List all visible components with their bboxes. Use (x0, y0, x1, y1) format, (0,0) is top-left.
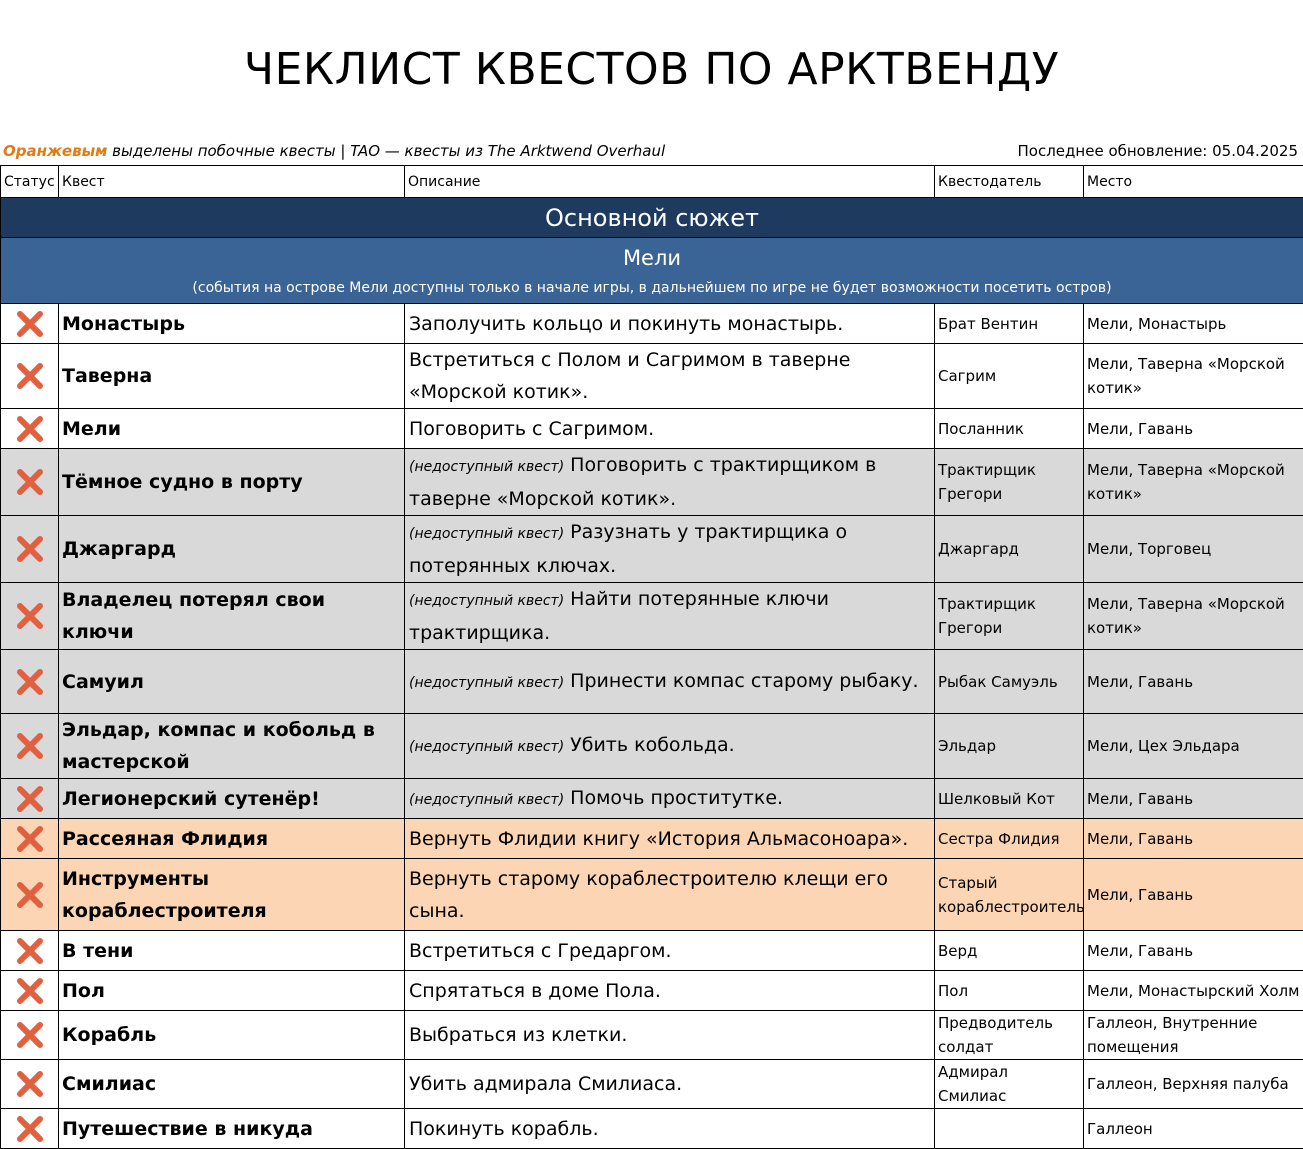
table-row (1, 859, 1303, 931)
description-text: Найти потерянные ключи трактирщика. (409, 588, 829, 644)
quest-place: Мели, Цех Эльдара (1084, 714, 1303, 779)
quest-description (405, 583, 935, 650)
subsection-cell (1, 238, 1303, 304)
quest-name: Тёмное судно в порту (59, 449, 405, 516)
section-header-row (1, 198, 1303, 238)
table-row (1, 449, 1303, 516)
quest-description (405, 1011, 935, 1060)
description-text: Принести компас старому рыбаку. (570, 670, 918, 692)
quest-name: Самуил (59, 650, 405, 714)
red-cross-icon (14, 975, 46, 1007)
quest-giver: Старый кораблестроитель (935, 859, 1084, 931)
red-cross-icon (14, 466, 46, 498)
quest-place: Мели, Торговец (1084, 516, 1303, 583)
col-header-place: Место (1084, 166, 1303, 198)
status-cell[interactable] (1, 409, 59, 449)
section-title: Основной сюжет (1, 198, 1303, 238)
col-header-status: Статус (1, 166, 59, 198)
quest-name: Корабль (59, 1011, 405, 1060)
quest-name: Монастырь (59, 304, 405, 344)
table-header-row (1, 166, 1303, 198)
legend-text: выделены побочные квесты | TAO — квесты из The Arktwend Overhaul (107, 142, 665, 160)
quest-giver: Трактирщик Грегори (935, 583, 1084, 650)
quest-name: Легионерский сутенёр! (59, 779, 405, 819)
red-cross-icon (14, 600, 46, 632)
quest-place: Мели, Таверна «Морской котик» (1084, 449, 1303, 516)
col-header-description: Описание (405, 166, 935, 198)
status-cell[interactable] (1, 650, 59, 714)
subsection-header-row (1, 238, 1303, 304)
table-row (1, 344, 1303, 409)
description-text: Спрятаться в доме Пола. (409, 980, 661, 1002)
red-cross-icon (14, 413, 46, 445)
page-title: ЧЕКЛИСТ КВЕСТОВ ПО АРКТВЕНДУ (0, 44, 1303, 95)
quest-place: Мели, Монастырский Холм (1084, 971, 1303, 1011)
quest-place: Мели, Таверна «Морской котик» (1084, 583, 1303, 650)
quest-name: Мели (59, 409, 405, 449)
quest-description (405, 304, 935, 344)
quest-giver: Трактирщик Грегори (935, 449, 1084, 516)
table-row (1, 516, 1303, 583)
table-row (1, 931, 1303, 971)
unavailable-note: (недоступный квест) (409, 675, 564, 691)
legend-orange-word: Оранжевым (3, 142, 107, 160)
table-row (1, 714, 1303, 779)
quest-name: Джаргард (59, 516, 405, 583)
quest-place: Мели, Гавань (1084, 409, 1303, 449)
quest-giver: Сагрим (935, 344, 1084, 409)
quest-giver: Брат Вентин (935, 304, 1084, 344)
quest-name: Смилиас (59, 1060, 405, 1109)
table-row (1, 1060, 1303, 1109)
table-row (1, 1011, 1303, 1060)
table-row (1, 650, 1303, 714)
red-cross-icon (14, 1113, 46, 1145)
red-cross-icon (14, 823, 46, 855)
quest-name: Пол (59, 971, 405, 1011)
quest-description (405, 516, 935, 583)
description-text: Помочь проститутке. (570, 787, 783, 809)
description-text: Встретиться с Полом и Сагримом в таверне «Морской котик». (409, 349, 850, 403)
description-text: Убить адмирала Смилиаса. (409, 1073, 682, 1095)
quest-giver: Адмирал Смилиас (935, 1060, 1084, 1109)
quest-description (405, 931, 935, 971)
last-updated: Последнее обновление: 05.04.2025 (1018, 142, 1298, 160)
quest-giver: Посланник (935, 409, 1084, 449)
quest-table (0, 165, 1303, 1149)
status-cell[interactable] (1, 344, 59, 409)
quest-place: Галлеон, Внутренние помещения (1084, 1011, 1303, 1060)
status-cell[interactable] (1, 1109, 59, 1149)
description-text: Покинуть корабль. (409, 1118, 599, 1140)
quest-description (405, 819, 935, 859)
quest-place: Мели, Гавань (1084, 859, 1303, 931)
quest-place: Мели, Монастырь (1084, 304, 1303, 344)
subsection-title: Мели (1, 246, 1303, 270)
description-text: Встретиться с Гредаргом. (409, 940, 672, 962)
table-row (1, 819, 1303, 859)
table-row (1, 583, 1303, 650)
table-row (1, 304, 1303, 344)
red-cross-icon (14, 935, 46, 967)
unavailable-note: (недоступный квест) (409, 792, 564, 808)
quest-place: Галлеон (1084, 1109, 1303, 1149)
quest-description (405, 971, 935, 1011)
red-cross-icon (14, 533, 46, 565)
status-cell[interactable] (1, 583, 59, 650)
description-text: Вернуть старому кораблестроителю клещи его сына. (409, 868, 888, 922)
quest-name: Инструменты кораблестроителя (59, 859, 405, 931)
unavailable-note: (недоступный квест) (409, 526, 564, 542)
col-header-giver: Квестодатель (935, 166, 1084, 198)
col-header-quest: Квест (59, 166, 405, 198)
quest-giver: Джаргард (935, 516, 1084, 583)
quest-description (405, 779, 935, 819)
quest-description (405, 859, 935, 931)
description-text: Выбраться из клетки. (409, 1024, 627, 1046)
table-row (1, 971, 1303, 1011)
red-cross-icon (14, 360, 46, 392)
legend (3, 142, 665, 160)
description-text: Заполучить кольцо и покинуть монастырь. (409, 313, 843, 335)
quest-giver: Предводитель солдат (935, 1011, 1084, 1060)
status-cell[interactable] (1, 1011, 59, 1060)
quest-giver (935, 1109, 1084, 1149)
quest-name: Владелец потерял свои ключи (59, 583, 405, 650)
quest-giver: Рыбак Самуэль (935, 650, 1084, 714)
description-text: Разузнать у трактирщика о потерянных ключах. (409, 521, 847, 577)
red-cross-icon (14, 879, 46, 911)
table-row (1, 779, 1303, 819)
quest-place: Галлеон, Верхняя палуба (1084, 1060, 1303, 1109)
table-row (1, 1109, 1303, 1149)
description-text: Убить кобольда. (570, 734, 735, 756)
quest-place: Мели, Гавань (1084, 931, 1303, 971)
description-text: Поговорить с трактирщиком в таверне «Морской котик». (409, 454, 876, 510)
red-cross-icon (14, 783, 46, 815)
quest-giver: Шелковый Кот (935, 779, 1084, 819)
quest-name: Путешествие в никуда (59, 1109, 405, 1149)
status-cell[interactable] (1, 819, 59, 859)
description-text: Поговорить с Сагримом. (409, 418, 654, 440)
quest-place: Мели, Таверна «Морской котик» (1084, 344, 1303, 409)
quest-name: Таверна (59, 344, 405, 409)
status-cell[interactable] (1, 304, 59, 344)
status-cell[interactable] (1, 779, 59, 819)
unavailable-note: (недоступный квест) (409, 459, 564, 475)
quest-description (405, 1060, 935, 1109)
quest-giver: Эльдар (935, 714, 1084, 779)
unavailable-note: (недоступный квест) (409, 593, 564, 609)
red-cross-icon (14, 1019, 46, 1051)
red-cross-icon (14, 308, 46, 340)
status-cell[interactable] (1, 516, 59, 583)
quest-name: Эльдар, компас и кобольд в мастерской (59, 714, 405, 779)
table-row (1, 409, 1303, 449)
description-text: Вернуть Флидии книгу «История Альмасоноара». (409, 828, 908, 850)
quest-description (405, 409, 935, 449)
quest-description (405, 449, 935, 516)
red-cross-icon (14, 730, 46, 762)
quest-place: Мели, Гавань (1084, 779, 1303, 819)
quest-description (405, 650, 935, 714)
status-cell[interactable] (1, 931, 59, 971)
quest-giver: Пол (935, 971, 1084, 1011)
quest-description (405, 344, 935, 409)
quest-place: Мели, Гавань (1084, 819, 1303, 859)
status-cell[interactable] (1, 449, 59, 516)
quest-description (405, 714, 935, 779)
status-cell[interactable] (1, 971, 59, 1011)
quest-place: Мели, Гавань (1084, 650, 1303, 714)
unavailable-note: (недоступный квест) (409, 739, 564, 755)
status-cell[interactable] (1, 714, 59, 779)
status-cell[interactable] (1, 859, 59, 931)
quest-name: Рассеяная Флидия (59, 819, 405, 859)
red-cross-icon (14, 1068, 46, 1100)
status-cell[interactable] (1, 1060, 59, 1109)
quest-giver: Верд (935, 931, 1084, 971)
quest-name: В тени (59, 931, 405, 971)
red-cross-icon (14, 666, 46, 698)
quest-description (405, 1109, 935, 1149)
quest-giver: Сестра Флидия (935, 819, 1084, 859)
subsection-note: (события на острове Мели доступны только в начале игры, в дальнейшем по игре не будет возможности посетить остров) (1, 280, 1303, 296)
